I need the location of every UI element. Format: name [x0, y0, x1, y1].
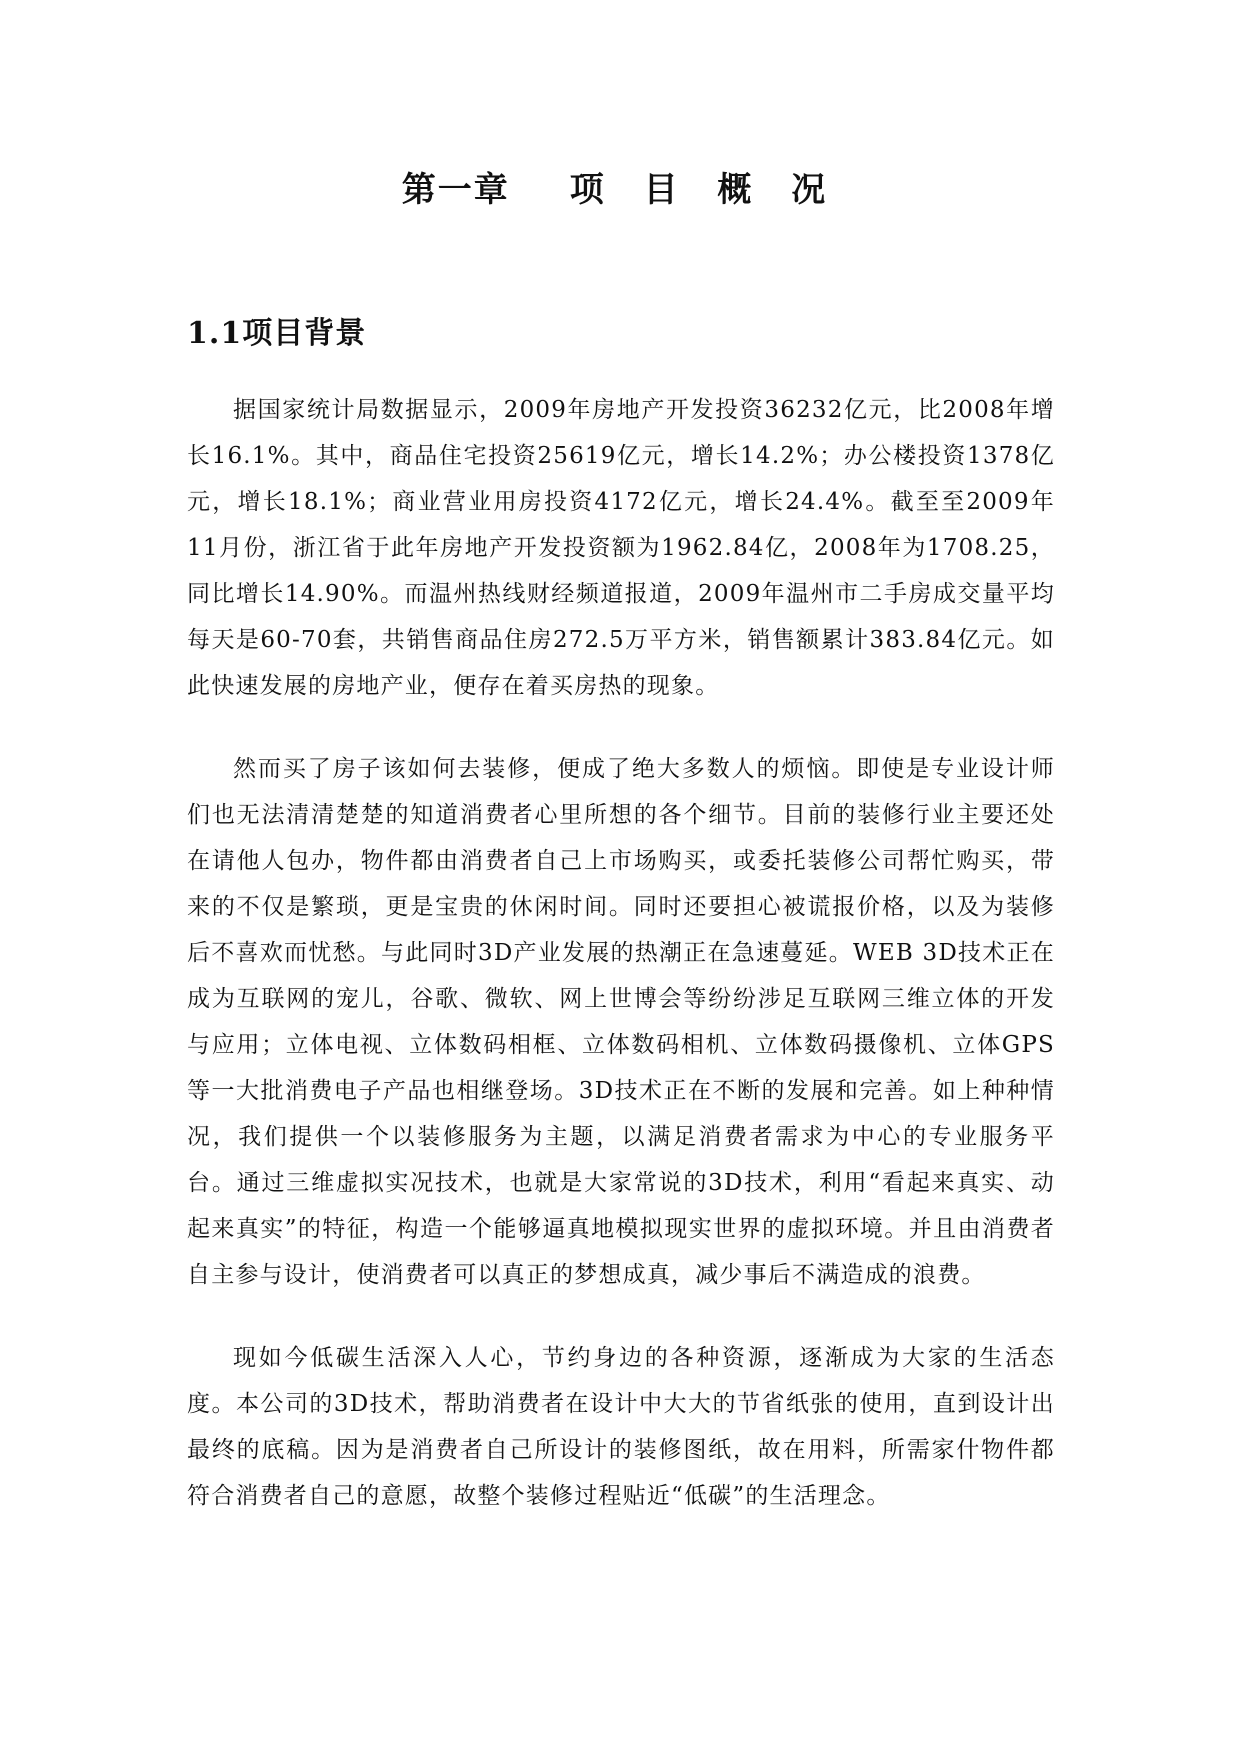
chapter-title: [0, 162, 1241, 211]
body-paragraph: 据国家统计局数据显示，2009年房地产开发投资36232亿元，比2008年增长16.1%。其中，商品住宅投资25619亿元，增长14.2%；办公楼投资1378亿元，增长18.1%；商业营业用房投资4172亿元，增长24.4%。截至至2009年11月份，浙江省于此年房地产开发投资额为1962.84亿，2008年为1708.25，同比增长14.90%。而温州热线财经频道报道，2009年温州市二手房成交量平均每天是60-70套，共销售商品住房272.5万平方米，销售额累计383.84亿元。如此快速发展的房地产业，便存在着买房热的现象。: [187, 397, 1055, 699]
chapter-name: 项 目 概 况: [569, 170, 840, 210]
chapter-label: 第一章: [401, 170, 510, 210]
section-heading: 1.1项目背景: [187, 316, 367, 351]
body-paragraph: 现如今低碳生活深入人心，节约身边的各种资源，逐渐成为大家的生活态度。本公司的3D技术，帮助消费者在设计中大大的节省纸张的使用，直到设计出最终的底稿。因为是消费者自己所设计的装修图纸，故在用料，所需家什物件都符合消费者自己的意愿，故整个装修过程贴近“低碳”的生活理念。: [187, 1345, 1055, 1509]
body-paragraph: 然而买了房子该如何去装修，便成了绝大多数人的烦恼。即使是专业设计师们也无法清清楚楚的知道消费者心里所想的各个细节。目前的装修行业主要还处在请他人包办，物件都由消费者自己上市场购买，或委托装修公司帮忙购买，带来的不仅是繁琐，更是宝贵的休闲时间。同时还要担心被谎报价格，以及为装修后不喜欢而忧愁。与此同时3D产业发展的热潮正在急速蔓延。WEB 3D技术正在成为互联网的宠儿，谷歌、微软、网上世博会等纷纷涉足互联网三维立体的开发与应用；立体电视、立体数码相框、立体数码相机、立体数码摄像机、立体GPS等一大批消费电子产品也相继登场。3D技术正在不断的发展和完善。如上种种情况，我们提供一个以装修服务为主题，以满足消费者需求为中心的专业服务平台。通过三维虚拟实况技术，也就是大家常说的3D技术，利用“看起来真实、动起来真实”的特征，构造一个能够逼真地模拟现实世界的虚拟环境。并且由消费者自主参与设计，使消费者可以真正的梦想成真，减少事后不满造成的浪费。: [187, 756, 1055, 1288]
